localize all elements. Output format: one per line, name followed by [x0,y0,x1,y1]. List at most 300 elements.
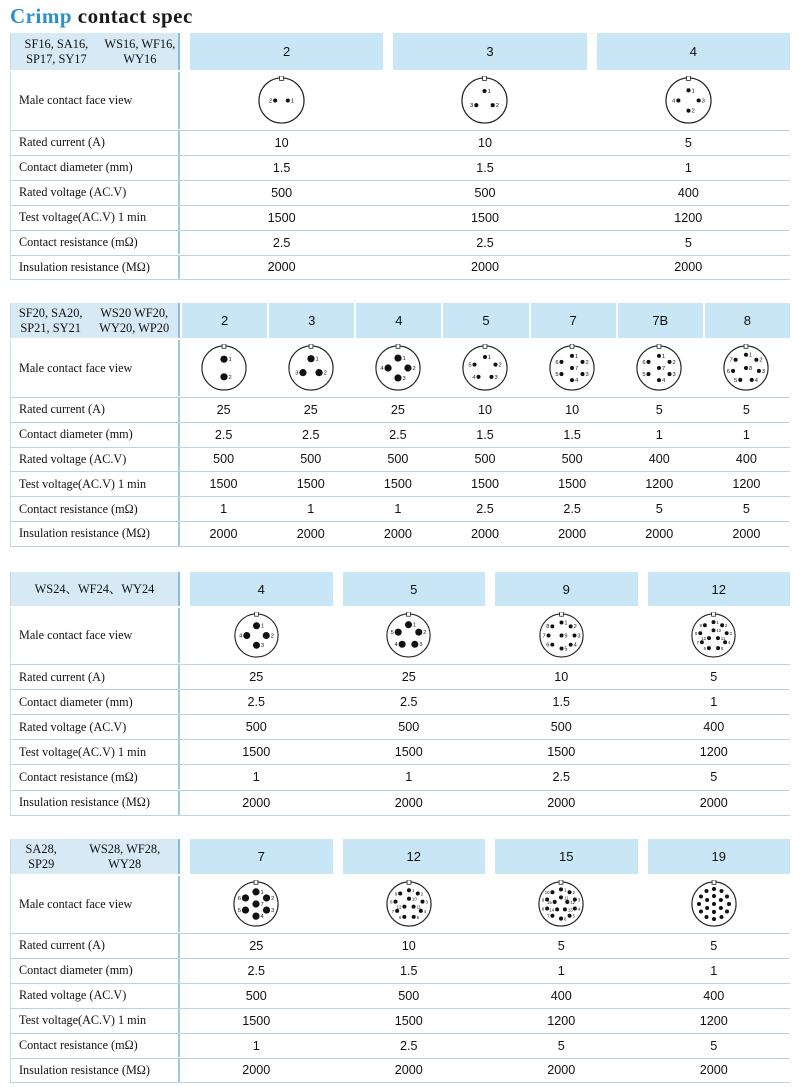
face-view-row [10,340,790,396]
row-label: Rated current (A) [10,131,180,155]
spec-value-cell: 1 [307,502,315,517]
spec-row-diameter [10,690,790,714]
contact-pin [559,621,563,625]
pin-number-label: 10 [716,628,722,634]
pin-number-label: 2 [420,891,423,897]
face-view-cell [441,340,528,396]
spec-value-cell: 400 [677,185,699,200]
spec-value-cell: 5 [655,502,663,517]
spec-row-test-voltage [10,740,790,764]
spec-value-cell: 5 [557,1038,565,1053]
contact-face-diagram [690,880,738,928]
pin-number-label: 5 [721,645,724,651]
spec-value-cell: 1 [405,770,413,785]
spec-value-cell: 2.5 [301,427,320,442]
contact-pin [657,354,661,358]
face-key [254,880,258,884]
spec-value-cell: 25 [401,670,416,685]
face-view-cell [180,72,383,129]
contact-pin [493,363,497,367]
spec-value-cell: 2.5 [247,695,265,710]
page-title-rest: contact spec [77,4,193,28]
contact-pin [581,360,585,364]
face-key [483,76,487,80]
row-label: Rated current (A) [10,398,180,422]
face-view-cell [180,876,333,932]
pin-number-label: 4 [662,378,666,385]
contact-face-diagram [548,344,596,392]
pin-number-label: 2 [725,623,728,629]
pin-number-label: 7 [391,908,394,914]
contact-pin [483,89,487,93]
contact-pin [553,900,557,904]
spec-value-cell: 2000 [547,1063,576,1078]
contact-pin [483,355,487,359]
spec-row-rated-voltage [10,181,790,205]
row-label: Male contact face view [10,340,180,396]
spec-table [10,572,790,818]
contact-pin [393,900,397,904]
pin-number-label: 8 [546,624,550,631]
spec-value-cell: 1500 [242,745,271,760]
series-name-line: SF16, SA16, SP17, SY17 [24,36,89,66]
spec-value-cell: 1200 [645,477,674,492]
contact-pin [725,894,729,898]
contact-pin [559,895,563,899]
pin-number-label: 8 [749,365,753,372]
contact-pin [699,894,703,898]
spec-value-cell: 500 [550,720,572,735]
contact-pin [570,354,574,358]
spec-value-cell: 2000 [296,526,325,541]
spec-row-current [10,665,790,689]
spec-value-cell: 1.5 [563,427,581,442]
contact-pin [546,634,550,638]
contact-face-diagram [257,76,306,125]
spec-value-cell: 10 [274,135,289,150]
pin-number-label: 4 [423,908,426,914]
spec-value-cell: 1 [655,427,663,442]
spec-value-cell: 1.5 [552,695,570,710]
spec-value-cell: 2000 [547,795,576,810]
pin-number-label: 6 [703,645,707,651]
row-label: Contact resistance (mΩ) [10,1034,180,1058]
series-name-line: SF20, SA20, SP21, SY21 [18,305,83,335]
contact-pin [716,646,720,650]
contact-pin [394,354,401,361]
pin-number-label: 3 [294,370,299,377]
contact-pin [560,372,564,376]
pin-number-label: 1 [411,888,415,894]
face-key [309,344,313,348]
row-label: Rated voltage (AC.V) [10,715,180,739]
pin-count-header: 7 [190,839,333,874]
contact-pin [568,890,572,894]
spec-value-cell: 500 [474,452,496,467]
face-view-cell [485,876,638,932]
pin-number-label: 5 [390,630,395,637]
spec-value-cell: 2000 [699,795,728,810]
contact-pin [550,643,554,647]
pin-number-label: 5 [468,362,472,369]
contact-pin [416,629,423,636]
pin-number-label: 1 [487,354,492,361]
contact-pin [263,906,270,913]
face-key [222,344,226,348]
contact-pin [253,622,260,629]
contact-pin [668,372,672,376]
row-label: Test voltage(AC.V) 1 min [10,472,180,496]
spec-value-cell: 2.5 [214,427,233,442]
contact-pin [719,906,723,910]
spec-value-cell: 1.5 [476,160,494,175]
contact-pin [657,366,661,370]
pin-number-label: 1 [691,88,695,95]
pin-number-label: 5 [564,646,568,653]
pin-number-label: 2 [228,374,232,381]
pin-number-label: 8 [542,906,545,912]
contact-pin [398,891,402,895]
spec-row-current [10,398,790,422]
contact-pin [253,913,260,920]
pin-number-label: 2 [672,359,676,366]
pin-count-header: 3 [269,303,354,338]
spec-value-cell: 25 [303,402,318,417]
contact-face-diagram [635,344,683,392]
row-label: Test voltage(AC.V) 1 min [10,206,180,230]
spec-value-cell: 500 [387,452,409,467]
row-label: Insulation resistance (MΩ) [10,1059,180,1083]
pin-number-label: 2 [573,624,577,631]
contact-pin [704,915,708,919]
contact-pin [394,374,401,381]
spec-value-cell: 1 [557,963,565,978]
contact-pin [572,634,576,638]
pin-count-header: 12 [343,839,486,874]
contact-pin [559,634,563,638]
pin-number-label: 3 [470,103,474,110]
contact-pin [402,915,406,919]
row-label: Contact diameter (mm) [10,423,180,447]
spec-value-cell: 1200 [699,745,728,760]
pin-number-label: 4 [755,377,759,384]
spec-row-current [10,131,790,155]
pin-number-label: 3 [271,907,275,914]
face-view-cell [180,608,333,663]
face-view-cell [354,340,441,396]
contact-pin [731,369,735,373]
series-name-cell [10,839,180,874]
pin-number-label: 2 [759,357,763,364]
spec-value-cell: 25 [216,402,231,417]
pin-number-label: 2 [585,359,589,366]
spec-value-cell: 500 [245,988,267,1003]
spec-row-test-voltage [10,206,790,230]
spec-value-cell: 500 [561,452,583,467]
spec-value-cell: 5 [557,938,565,953]
spec-value-cell: 2000 [383,526,412,541]
spec-row-insulation [10,522,790,546]
face-key [712,880,716,884]
face-key [570,344,574,348]
contact-face-diagram [287,344,335,392]
pin-number-label: 5 [734,377,738,384]
spec-value-cell: 2.5 [247,963,265,978]
contact-pin [707,636,711,640]
pin-number-label: 13 [568,907,573,913]
contact-pin [263,894,270,901]
pin-number-label: 11 [721,635,726,641]
pin-number-label: 1 [260,889,265,896]
spec-value-cell: 10 [401,938,416,953]
contact-face-diagram [690,612,737,659]
spec-value-cell: 5 [742,502,750,517]
face-key [280,76,284,80]
spec-row-current [10,934,790,958]
spec-value-cell: 500 [474,185,496,200]
contact-face-diagram [233,612,280,659]
spec-value-cell: 2000 [394,795,423,810]
contact-pin [744,353,748,357]
contact-face-diagram [537,880,585,928]
spec-value-cell: 2.5 [552,770,570,785]
contact-face-diagram [232,880,280,928]
spec-row-insulation [10,791,790,815]
spec-value-cell: 1 [710,695,718,710]
contact-pin [725,631,729,635]
pin-number-label: 7 [696,640,700,646]
face-key [744,344,748,348]
row-label: Contact resistance (mΩ) [10,765,180,789]
face-outline [462,78,507,123]
spec-value-cell: 500 [398,988,420,1003]
pin-number-label: 3 [260,643,264,650]
spec-value-cell: 1500 [209,477,238,492]
spec-value-cell: 1.5 [476,427,494,442]
pin-number-label: 3 [701,98,705,105]
spec-value-cell: 1500 [296,477,325,492]
contact-pin [712,917,716,921]
spec-value-cell: 400 [735,452,757,467]
spec-value-cell: 10 [477,135,492,150]
pin-number-label: 4 [238,633,243,640]
contact-pin [307,355,314,362]
series-name-line: SA28, SP29 [25,841,57,871]
contact-pin [699,909,703,913]
pin-number-label: 5 [416,914,419,920]
pin-number-label: 15 [547,899,552,905]
pin-number-label: 5 [642,371,646,378]
contact-pin [242,894,249,901]
contact-pin [739,378,743,382]
pin-number-label: 4 [728,640,731,646]
spec-row-resistance [10,765,790,789]
pin-number-label: 7 [662,365,666,372]
face-outline [289,346,333,390]
spec-value-cell: 500 [245,720,267,735]
contact-pin [253,642,260,649]
face-key [712,612,716,616]
contact-pin [243,632,250,639]
pin-number-label: 3 [578,897,581,903]
contact-pin [712,620,716,624]
spec-value-cell: 1500 [558,477,587,492]
spec-value-cell: 500 [300,452,322,467]
contact-face-diagram [722,344,770,392]
table-header-row [10,303,790,338]
face-outline [201,346,245,390]
contact-pin [566,900,570,904]
contact-pin [570,366,574,370]
face-view-cell [333,608,486,663]
spec-value-cell: 1500 [394,1013,423,1028]
face-view-cell [703,340,790,396]
spec-value-cell: 2000 [394,1063,423,1078]
contact-pin [568,914,572,918]
pin-count-header: 15 [495,839,638,874]
spec-value-cell: 500 [213,452,235,467]
spec-value-cell: 2.5 [272,235,291,250]
contact-pin [395,629,402,636]
contact-pin [568,624,572,628]
pin-number-label: 6 [564,916,567,922]
pin-count-header: 9 [495,572,638,606]
spec-value-cell: 25 [390,402,405,417]
contact-pin [734,358,738,362]
contact-pin [551,890,555,894]
contact-pin [712,628,716,632]
row-label: Insulation resistance (MΩ) [10,791,180,815]
spec-value-cell: 10 [477,402,492,417]
spec-value-cell: 1 [710,963,718,978]
spec-row-insulation [10,1059,790,1083]
spec-value-cell: 2.5 [399,695,418,710]
pin-number-label: 3 [494,374,498,381]
face-key [254,612,258,616]
pin-count-header: 7B [618,303,703,338]
pin-number-label: 10 [411,896,417,902]
spec-value-cell: 1 [220,502,228,517]
contact-pin [719,889,723,893]
face-view-cell [267,340,354,396]
face-view-row [10,72,790,129]
contact-pin [712,902,716,906]
spec-value-cell: 5 [742,402,750,417]
spec-row-insulation [10,256,790,280]
pin-number-label: 1 [260,623,264,630]
contact-pin [563,907,567,911]
row-label: Test voltage(AC.V) 1 min [10,1009,180,1033]
contact-pin [405,621,412,628]
spec-value-cell: 2.5 [476,502,494,517]
contact-pin [707,646,711,650]
contact-pin [404,364,411,371]
pin-number-label: 9 [699,623,703,629]
spec-value-cell: 1200 [547,1013,576,1028]
pin-number-label: 1 [564,887,567,893]
spec-table [10,33,790,282]
face-view-row [10,876,790,932]
face-key [657,344,661,348]
contact-pin [559,646,563,650]
face-view-cell [638,876,791,932]
pin-number-label: 9 [394,891,397,897]
pin-number-label: 3 [762,368,766,375]
pin-count-header: 4 [356,303,441,338]
pin-number-label: 2 [423,630,427,637]
spec-value-cell: 5 [710,770,718,785]
pin-number-label: 1 [662,353,666,360]
pin-number-label: 7 [260,901,265,908]
contact-pin [399,641,406,648]
pin-number-label: 7 [575,365,579,372]
contact-pin [570,378,574,382]
contact-pin [720,623,724,627]
contact-face-diagram [538,612,585,659]
face-key [407,612,411,616]
contact-pin [705,898,709,902]
spec-value-cell: 25 [249,938,264,953]
pin-number-label: 1 [749,352,753,359]
series-name-line: WS28, WF28, WY28 [89,841,161,871]
pin-number-label: 2 [691,108,695,115]
contact-pin [550,624,554,628]
spec-value-cell: 5 [684,235,692,250]
spec-row-rated-voltage [10,715,790,739]
face-view-cell [180,340,267,396]
pin-number-label: 6 [727,368,731,375]
contact-face-diagram [374,344,422,392]
pin-number-label: 1 [315,356,319,363]
contact-pin [573,906,577,910]
contact-face-diagram [460,76,509,125]
spec-value-cell: 5 [710,670,718,685]
pin-number-label: 14 [549,907,555,913]
row-label: Contact diameter (mm) [10,959,180,983]
contact-pin [716,636,720,640]
pin-number-label: 12 [701,635,707,641]
spec-value-cell: 2.5 [399,1038,418,1053]
contact-pin [559,887,563,891]
spec-value-cell: 2000 [470,526,499,541]
pin-number-label: 7 [729,357,734,364]
pin-number-label: 1 [228,357,232,364]
contact-pin [402,905,406,909]
contact-pin [744,366,748,370]
contact-pin [299,369,306,376]
series-name-line: WS24、WF24、WY24 [34,581,155,596]
contact-pin [676,98,680,102]
pin-number-label: 1 [575,353,579,360]
row-label: Male contact face view [10,608,180,663]
pin-number-label: 5 [572,913,576,919]
page-title [10,4,193,29]
spec-row-resistance [10,497,790,521]
spec-value-cell: 1500 [470,477,499,492]
pin-count-header: 7 [531,303,616,338]
spec-value-cell: 1 [252,770,260,785]
pin-number-label: 11 [416,904,421,910]
spec-value-cell: 25 [249,670,264,685]
pin-count-header: 19 [648,839,791,874]
pin-count-header: 5 [443,303,528,338]
spec-value-cell: 500 [271,185,293,200]
contact-pin [712,910,716,914]
spec-value-cell: 400 [703,720,725,735]
face-view-cell [529,340,616,396]
contact-pin [545,906,549,910]
spec-value-cell: 2000 [242,1063,271,1078]
